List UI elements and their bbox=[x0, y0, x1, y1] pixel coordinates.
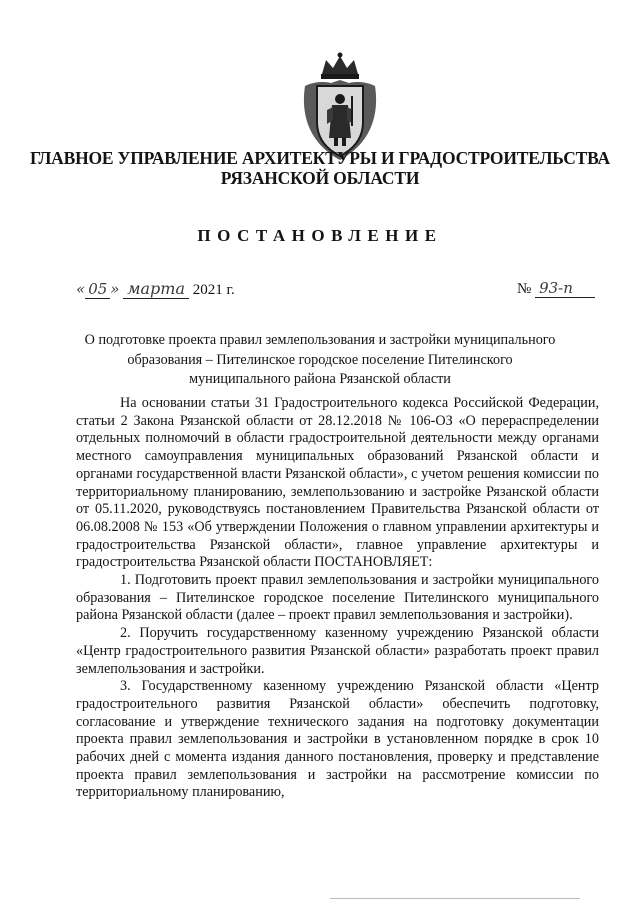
document-body bbox=[76, 395, 599, 802]
document-date bbox=[76, 279, 235, 299]
clause-3: 3. Государственному казенному учреждению Рязанской области «Центр градостроительного развития Рязанской области» обеспечить подготовку, согласование и утверждение технического задания на подготовку документации проекта правил землепользования и застройки в установленном порядке в срок 10 рабочих дней с момента издания данного постановления, проверку и представление проекта правил землепользования и застройки на рассмотрение комиссии по территориальному планированию, bbox=[76, 678, 599, 801]
subject-line: О подготовке проекта правил землепользования и застройки муниципального bbox=[84, 332, 556, 348]
scan-edge-line bbox=[330, 898, 580, 899]
document-number bbox=[517, 279, 595, 298]
subject-line: муниципального района Рязанской области bbox=[189, 371, 451, 387]
date-open-quote: « bbox=[76, 280, 86, 298]
organization-name-line1: ГЛАВНОЕ УПРАВЛЕНИЕ АРХИТЕКТУРЫ И ГРАДОСТРОИТЕЛЬСТВА bbox=[30, 148, 610, 168]
date-month: марта bbox=[123, 279, 189, 299]
subject-line: образования – Пителинское городское поселение Пителинского bbox=[127, 351, 513, 368]
number-label: № bbox=[517, 281, 532, 297]
organization-name-line2: РЯЗАНСКОЙ ОБЛАСТИ bbox=[220, 168, 420, 188]
document-subject bbox=[70, 331, 570, 390]
date-close-quote: » bbox=[110, 280, 120, 298]
clause-2: 2. Поручить государственному казенному учреждению Рязанской области «Центр градостроительного развития Рязанской области» разработать проект правил землепользования и застройки. bbox=[76, 625, 599, 677]
date-year: 2021 г. bbox=[192, 282, 235, 298]
number-value: 93-п bbox=[535, 279, 595, 298]
clause-1: 1. Подготовить проект правил землепользования и застройки муниципального образования – Пителинское городское поселение Пителинского муниципального района Рязанской области (далее – проект правил землепользования и застройки). bbox=[76, 572, 599, 624]
document-type-title: ПОСТАНОВЛЕНИЕ bbox=[197, 226, 443, 245]
preamble-paragraph: На основании статьи 31 Градостроительного кодекса Российской Федерации, статьи 2 Закона Рязанской области от 28.12.2018 № 106-ОЗ «О перераспределении отдельных полномочий в области градостроительной деятельности между органами местного самоуправления муниципальных образований Рязанской области и органами государственной власти Рязанской области», с учетом решения комиссии по территориальному планированию, землепользованию и застройке Рязанской области от 05.11.2020, руководствуясь постановлением Правительства Рязанской области от 06.08.2008 № 153 «Об утверждении Положения о главном управлении архитектуры и градостроительства Рязанской области», главное управление архитектуры и градостроительства Рязанской области ПОСТАНОВЛЯЕТ: bbox=[76, 395, 599, 571]
date-day: 05 bbox=[85, 280, 110, 299]
